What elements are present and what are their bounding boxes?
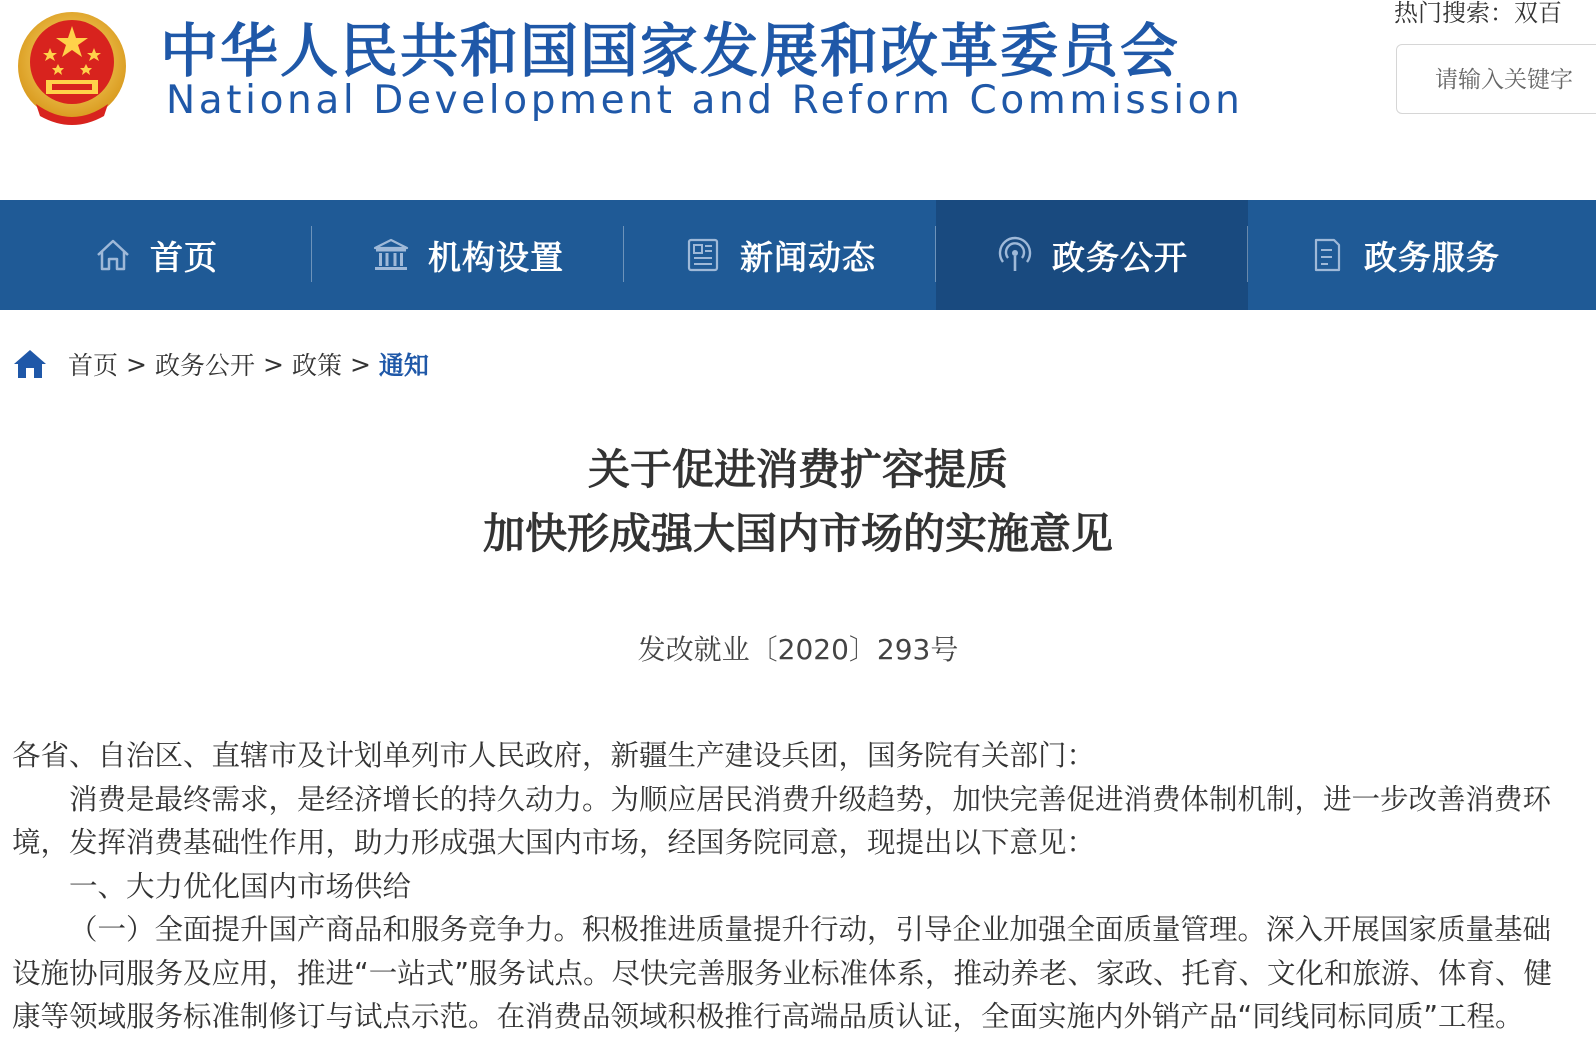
nav-item-news[interactable] — [624, 200, 936, 310]
breadcrumb — [12, 344, 429, 384]
article-title — [0, 438, 1596, 566]
article-paragraph: （一）全面提升国产商品和服务竞争力。积极推进质量提升行动，引导企业加强全面质量管理。深入开展国家质量基础设施协同服务及应用，推进“一站式”服务试点。尽快完善服务业标准体系，推动养老、家政、托育、文化和旅游、体育、健康等领域服务标准制修订与试点示范。在消费品领域积极推行高端品质认证，全面实施内外销产品“同线同标同质”工程。 — [12, 913, 1553, 1033]
nav-label: 政务公开 — [1052, 237, 1188, 277]
search-box[interactable] — [1396, 44, 1596, 114]
national-emblem-icon[interactable] — [16, 8, 128, 128]
nav-item-home[interactable] — [0, 200, 312, 310]
nav-label: 新闻动态 — [740, 237, 876, 277]
home-icon — [94, 236, 132, 274]
nav-item-institution[interactable] — [312, 200, 624, 310]
nav-item-government-affairs[interactable] — [936, 200, 1248, 310]
site-title-en: National Development and Reform Commission — [166, 78, 1244, 123]
article-title-line2: 加快形成强大国内市场的实施意见 — [482, 509, 1113, 558]
nav-label: 首页 — [150, 237, 218, 277]
document-number: 发改就业〔2020〕293号 — [637, 633, 959, 666]
breadcrumb-separator: > — [349, 349, 371, 379]
news-icon — [684, 236, 722, 274]
site-header — [0, 0, 1596, 200]
article-title-line1: 关于促进消费扩容提质 — [587, 445, 1008, 494]
breadcrumb-separator: > — [262, 349, 284, 379]
hot-search-label: 热门搜索：双百 — [1394, 0, 1562, 27]
breadcrumb-separator: > — [126, 349, 147, 379]
nav-label: 政务服务 — [1364, 237, 1500, 277]
breadcrumb-link-policy[interactable]: 政策 — [291, 351, 342, 380]
home-icon[interactable] — [12, 348, 48, 380]
breadcrumb-link-government-affairs[interactable]: 政务公开 — [154, 351, 255, 380]
document-icon — [1308, 236, 1346, 274]
article-salutation: 各省、自治区、直辖市及计划单列市人民政府，新疆生产建设兵团，国务院有关部门： — [12, 739, 1096, 772]
article-body — [12, 734, 1562, 1039]
broadcast-icon — [996, 236, 1034, 274]
article-section-heading: 一、大力优化国内市场供给 — [69, 869, 412, 903]
breadcrumb-link-home[interactable]: 首页 — [68, 351, 119, 380]
nav-item-government-services[interactable] — [1248, 200, 1560, 310]
article-paragraph: 消费是最终需求，是经济增长的持久动力。为顺应居民消费升级趋势，加快完善促进消费体制机制，进一步改善消费环境，发挥消费基础性作用，助力形成强大国内市场，经国务院同意，现提出以下意见： — [12, 782, 1552, 859]
search-input[interactable] — [1435, 63, 1596, 97]
nav-label: 机构设置 — [428, 237, 564, 277]
main-nav — [0, 200, 1596, 310]
site-title-cn: 中华人民共和国国家发展和改革委员会 — [160, 17, 1181, 85]
institution-icon — [372, 236, 410, 274]
breadcrumb-current-notice[interactable]: 通知 — [378, 351, 429, 380]
